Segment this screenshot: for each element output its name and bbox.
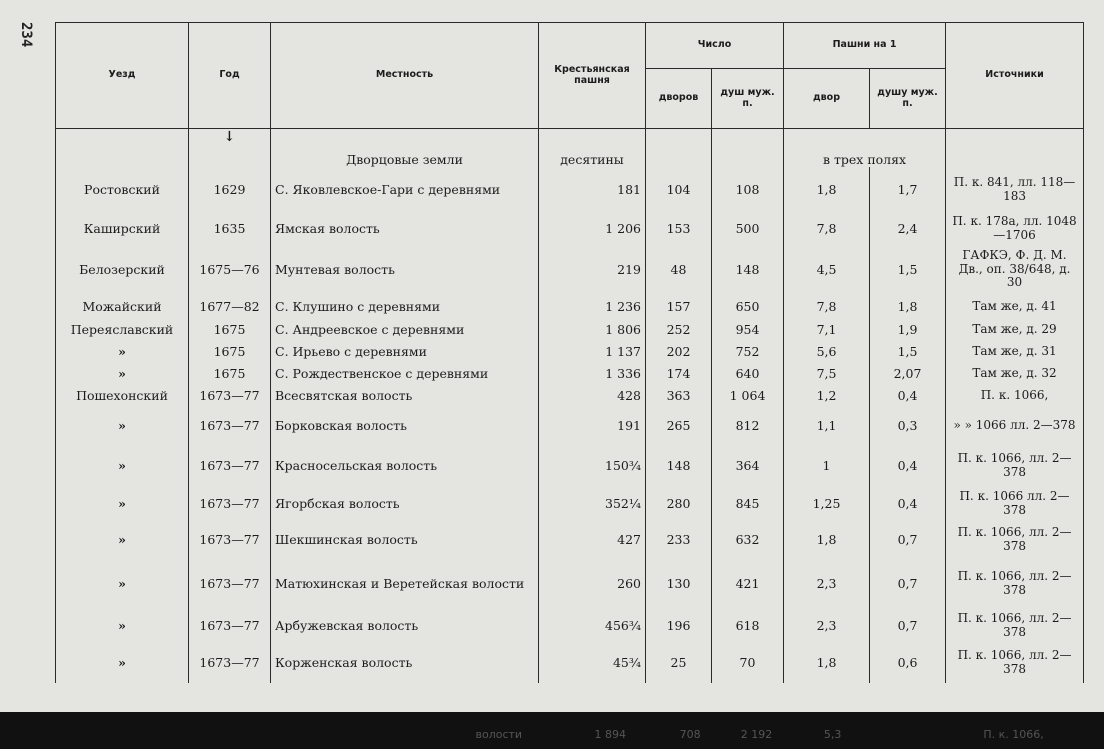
row-per-household: 7,1 bbox=[784, 319, 870, 341]
row-district: » bbox=[56, 559, 189, 609]
row-per-soul: 1,5 bbox=[870, 341, 946, 363]
row-households: 265 bbox=[646, 407, 712, 445]
row-souls: 1 064 bbox=[712, 385, 784, 407]
row-district: » bbox=[56, 643, 189, 683]
cutoff-souls: 2 192 bbox=[740, 727, 773, 741]
table-body bbox=[56, 129, 1084, 683]
row-plowland: 181 bbox=[539, 167, 646, 213]
units-per-one: в трех полях bbox=[784, 129, 946, 167]
header-district: Уезд bbox=[56, 23, 189, 129]
row-households: 280 bbox=[646, 487, 712, 521]
row-souls: 364 bbox=[712, 445, 784, 487]
header-per-one-group: Пашни на 1 bbox=[784, 23, 946, 69]
units-plowland: десятины bbox=[539, 129, 646, 167]
row-per-soul: 0,3 bbox=[870, 407, 946, 445]
row-locality: С. Яковлевское-Гари с деревнями bbox=[271, 167, 539, 213]
table-row bbox=[56, 487, 1084, 521]
row-year: 1675 bbox=[189, 363, 271, 385]
cutoff-households: 708 bbox=[679, 727, 701, 741]
row-year: 1675 bbox=[189, 319, 271, 341]
cutoff-per-household: 5,3 bbox=[823, 727, 842, 741]
cutoff-plowland: 1 894 bbox=[594, 727, 626, 741]
row-source: П. к. 178а, лл. 1048—1706 bbox=[946, 213, 1084, 245]
row-year: 1673—77 bbox=[189, 487, 271, 521]
row-year: 1673—77 bbox=[189, 407, 271, 445]
header-count-group: Число bbox=[646, 23, 784, 69]
row-per-soul: 1,5 bbox=[870, 245, 946, 295]
row-per-soul: 0,7 bbox=[870, 609, 946, 643]
table-row bbox=[56, 167, 1084, 213]
row-district: » bbox=[56, 341, 189, 363]
units-locality: Дворцовые земли bbox=[271, 129, 539, 167]
row-source: Там же, д. 29 bbox=[946, 319, 1084, 341]
row-year: 1675—76 bbox=[189, 245, 271, 295]
row-source: Там же, д. 31 bbox=[946, 341, 1084, 363]
row-per-household: 1,8 bbox=[784, 167, 870, 213]
row-year: 1677—82 bbox=[189, 295, 271, 319]
row-source: П. к. 841, лл. 118—183 bbox=[946, 167, 1084, 213]
row-source: П. к. 1066, bbox=[946, 385, 1084, 407]
row-per-soul: 2,4 bbox=[870, 213, 946, 245]
table-row bbox=[56, 295, 1084, 319]
row-souls: 70 bbox=[712, 643, 784, 683]
row-households: 104 bbox=[646, 167, 712, 213]
row-locality: Ямская волость bbox=[271, 213, 539, 245]
row-district: Переяславский bbox=[56, 319, 189, 341]
row-year: 1673—77 bbox=[189, 559, 271, 609]
row-plowland: 1 806 bbox=[539, 319, 646, 341]
row-locality: С. Андреевское с деревнями bbox=[271, 319, 539, 341]
row-source: П. к. 1066 лл. 2—378 bbox=[946, 487, 1084, 521]
row-souls: 500 bbox=[712, 213, 784, 245]
row-per-soul: 0,4 bbox=[870, 385, 946, 407]
row-plowland: 456¾ bbox=[539, 609, 646, 643]
row-plowland: 352¼ bbox=[539, 487, 646, 521]
row-plowland: 150¾ bbox=[539, 445, 646, 487]
table-header bbox=[56, 23, 1084, 129]
row-plowland: 1 137 bbox=[539, 341, 646, 363]
row-year: 1673—77 bbox=[189, 609, 271, 643]
row-households: 148 bbox=[646, 445, 712, 487]
row-district: Пошехонский bbox=[56, 385, 189, 407]
row-souls: 618 bbox=[712, 609, 784, 643]
row-district: » bbox=[56, 487, 189, 521]
row-households: 130 bbox=[646, 559, 712, 609]
row-souls: 845 bbox=[712, 487, 784, 521]
row-locality: Корженская волость bbox=[271, 643, 539, 683]
row-souls: 640 bbox=[712, 363, 784, 385]
table-row bbox=[56, 559, 1084, 609]
cutoff-row bbox=[60, 724, 1080, 744]
cutoff-source: П. к. 1066, bbox=[983, 727, 1044, 741]
row-per-household: 2,3 bbox=[784, 609, 870, 643]
row-year: 1673—77 bbox=[189, 385, 271, 407]
row-locality: С. Ирьево с деревнями bbox=[271, 341, 539, 363]
table-row bbox=[56, 213, 1084, 245]
row-souls: 752 bbox=[712, 341, 784, 363]
row-locality: Борковская волость bbox=[271, 407, 539, 445]
row-source: П. к. 1066, лл. 2—378 bbox=[946, 609, 1084, 643]
row-souls: 421 bbox=[712, 559, 784, 609]
table-row bbox=[56, 609, 1084, 643]
table-row bbox=[56, 521, 1084, 559]
table-row bbox=[56, 319, 1084, 341]
row-per-household: 1 bbox=[784, 445, 870, 487]
row-souls: 148 bbox=[712, 245, 784, 295]
row-source: ГАФКЭ, Ф. Д. М. Дв., оп. 38/648, д. 30 bbox=[946, 245, 1084, 295]
row-locality: Всесвятская волость bbox=[271, 385, 539, 407]
row-locality: С. Рождественское с деревнями bbox=[271, 363, 539, 385]
row-source: П. к. 1066, лл. 2—378 bbox=[946, 521, 1084, 559]
row-per-soul: 1,9 bbox=[870, 319, 946, 341]
row-locality: Шекшинская волость bbox=[271, 521, 539, 559]
row-per-soul: 0,6 bbox=[870, 643, 946, 683]
row-souls: 632 bbox=[712, 521, 784, 559]
header-per-soul: душу муж. п. bbox=[870, 69, 946, 129]
row-per-soul: 0,7 bbox=[870, 559, 946, 609]
header-locality: Местность bbox=[271, 23, 539, 129]
row-source: Там же, д. 41 bbox=[946, 295, 1084, 319]
units-district bbox=[56, 129, 189, 167]
row-plowland: 219 bbox=[539, 245, 646, 295]
row-district: Белозерский bbox=[56, 245, 189, 295]
row-locality: Ягорбская волость bbox=[271, 487, 539, 521]
row-per-household: 7,8 bbox=[784, 213, 870, 245]
row-district: » bbox=[56, 521, 189, 559]
row-souls: 812 bbox=[712, 407, 784, 445]
row-per-household: 7,5 bbox=[784, 363, 870, 385]
row-district: » bbox=[56, 407, 189, 445]
units-row bbox=[56, 129, 1084, 167]
header-year: Год bbox=[189, 23, 271, 129]
row-souls: 650 bbox=[712, 295, 784, 319]
row-year: 1673—77 bbox=[189, 643, 271, 683]
row-households: 153 bbox=[646, 213, 712, 245]
row-households: 252 bbox=[646, 319, 712, 341]
row-year: 1673—77 bbox=[189, 521, 271, 559]
cutoff-locality: волости bbox=[475, 727, 523, 741]
row-per-soul: 0,4 bbox=[870, 445, 946, 487]
row-locality: Мунтевая волость bbox=[271, 245, 539, 295]
row-souls: 108 bbox=[712, 167, 784, 213]
row-locality: С. Клушино с деревнями bbox=[271, 295, 539, 319]
table-row bbox=[56, 445, 1084, 487]
row-source: Там же, д. 32 bbox=[946, 363, 1084, 385]
plowland-table bbox=[55, 22, 1084, 683]
row-households: 48 bbox=[646, 245, 712, 295]
row-per-household: 1,25 bbox=[784, 487, 870, 521]
row-plowland: 1 236 bbox=[539, 295, 646, 319]
row-souls: 954 bbox=[712, 319, 784, 341]
units-households bbox=[646, 129, 712, 167]
table-row bbox=[56, 363, 1084, 385]
row-district: » bbox=[56, 363, 189, 385]
row-plowland: 1 206 bbox=[539, 213, 646, 245]
row-per-household: 1,8 bbox=[784, 521, 870, 559]
row-per-soul: 0,4 bbox=[870, 487, 946, 521]
table-row bbox=[56, 407, 1084, 445]
row-per-household: 5,6 bbox=[784, 341, 870, 363]
row-locality: Арбужевская волость bbox=[271, 609, 539, 643]
row-per-household: 2,3 bbox=[784, 559, 870, 609]
header-per-household: двор bbox=[784, 69, 870, 129]
row-households: 233 bbox=[646, 521, 712, 559]
row-per-household: 1,8 bbox=[784, 643, 870, 683]
row-households: 25 bbox=[646, 643, 712, 683]
header-peasant-plowland: Крестьянская пашня bbox=[539, 23, 646, 129]
row-year: 1629 bbox=[189, 167, 271, 213]
row-district: » bbox=[56, 609, 189, 643]
row-per-household: 1,1 bbox=[784, 407, 870, 445]
row-year: 1635 bbox=[189, 213, 271, 245]
row-source: П. к. 1066, лл. 2—378 bbox=[946, 559, 1084, 609]
row-households: 174 bbox=[646, 363, 712, 385]
row-plowland: 1 336 bbox=[539, 363, 646, 385]
row-households: 157 bbox=[646, 295, 712, 319]
row-plowland: 260 bbox=[539, 559, 646, 609]
row-per-soul: 2,07 bbox=[870, 363, 946, 385]
table-row bbox=[56, 385, 1084, 407]
row-plowland: 428 bbox=[539, 385, 646, 407]
row-plowland: 427 bbox=[539, 521, 646, 559]
row-plowland: 45¾ bbox=[539, 643, 646, 683]
row-district: Ростовский bbox=[56, 167, 189, 213]
units-souls bbox=[712, 129, 784, 167]
header-male-souls: душ муж. п. bbox=[712, 69, 784, 129]
table-row bbox=[56, 643, 1084, 683]
row-per-household: 1,2 bbox=[784, 385, 870, 407]
row-per-household: 7,8 bbox=[784, 295, 870, 319]
table-row bbox=[56, 341, 1084, 363]
page-number: 234 bbox=[18, 22, 34, 48]
row-per-soul: 1,7 bbox=[870, 167, 946, 213]
row-district: Каширский bbox=[56, 213, 189, 245]
row-households: 202 bbox=[646, 341, 712, 363]
row-year: 1673—77 bbox=[189, 445, 271, 487]
row-district: Можайский bbox=[56, 295, 189, 319]
row-per-soul: 0,7 bbox=[870, 521, 946, 559]
units-source bbox=[946, 129, 1084, 167]
row-source: П. к. 1066, лл. 2—378 bbox=[946, 445, 1084, 487]
header-households: дворов bbox=[646, 69, 712, 129]
table-row bbox=[56, 245, 1084, 295]
row-households: 363 bbox=[646, 385, 712, 407]
year-arrow-mark: ↓ bbox=[189, 129, 271, 167]
row-year: 1675 bbox=[189, 341, 271, 363]
row-plowland: 191 bbox=[539, 407, 646, 445]
row-district: » bbox=[56, 445, 189, 487]
header-sources: Источники bbox=[946, 23, 1084, 129]
row-source: П. к. 1066, лл. 2—378 bbox=[946, 643, 1084, 683]
row-households: 196 bbox=[646, 609, 712, 643]
row-per-soul: 1,8 bbox=[870, 295, 946, 319]
row-per-household: 4,5 bbox=[784, 245, 870, 295]
row-source: » » 1066 лл. 2—378 bbox=[946, 407, 1084, 445]
row-locality: Красносельская волость bbox=[271, 445, 539, 487]
row-locality: Матюхинская и Веретейская волости bbox=[271, 559, 539, 609]
